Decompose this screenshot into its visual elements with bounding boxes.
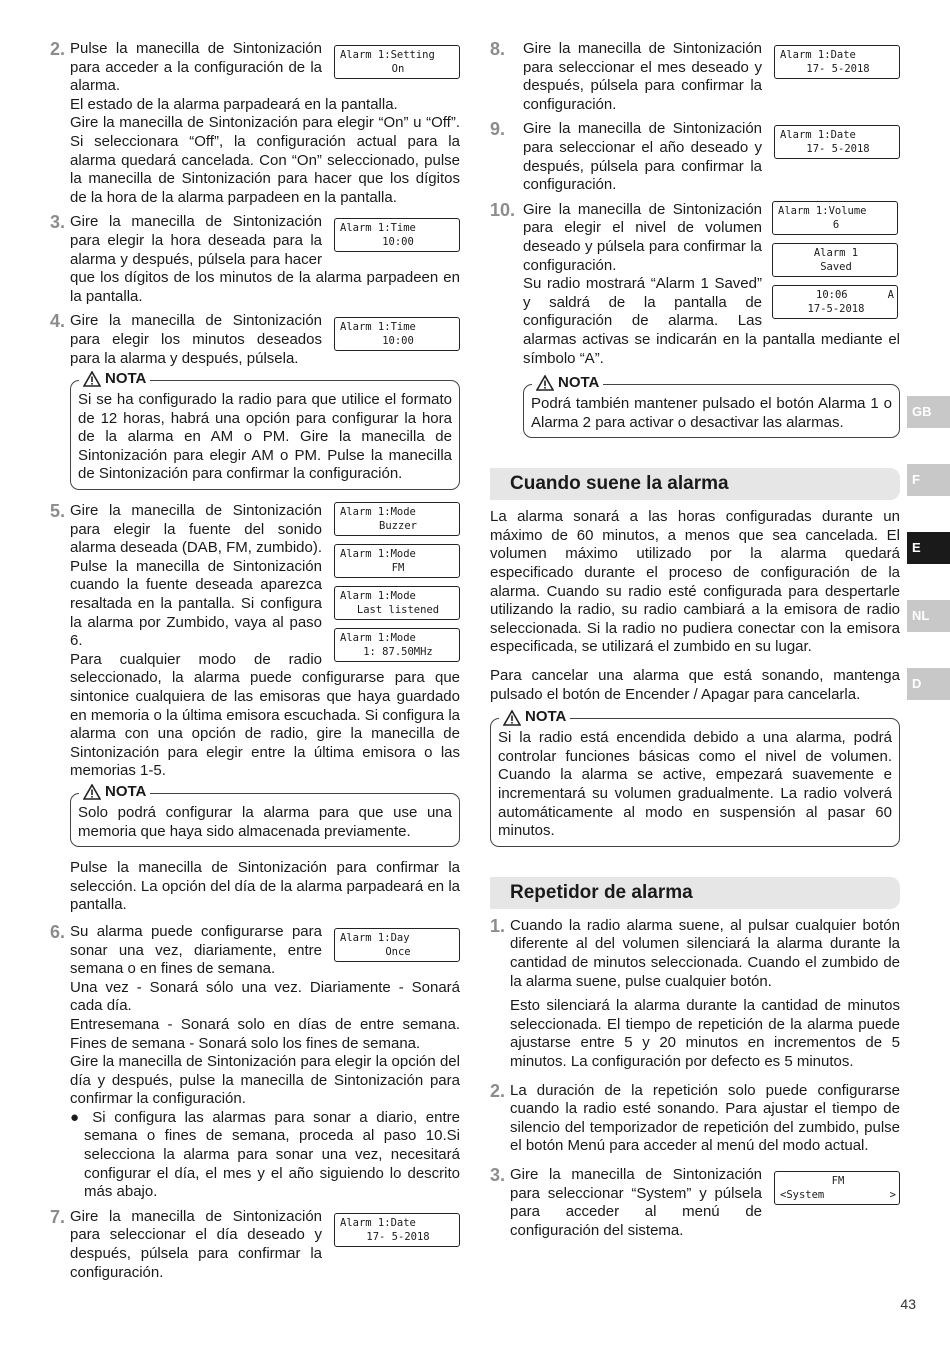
step-number: 4. (50, 311, 66, 332)
step-2 (490, 1082, 900, 1156)
step-text: Gire la manecilla de Sintonización para elegir “On” u “Off”. Si seleccionara “Off”, la configuración actual para la alarma quedará cancelada. Con “On” seleccionado, pulse la manecilla de Sintonización para hacer que los dígitos de la hora de la alarma parpadeen en la pantalla. (70, 114, 460, 206)
bullet-item: ● Si configura las alarmas para sonar a diario, entre semana o fines de semana, proceda al paso 10.Si selecciona la alarma para sonar una vez, necesitará configurar el día, el mes y el año siguiendo lo descrito más abajo. (70, 1108, 460, 1201)
step-1 (490, 917, 900, 1072)
step-text: Gire la manecilla de Sintonización para seleccionar el año deseado y después, púlsela para confirmar la configuración. (523, 120, 762, 194)
lcd-display: Alarm 1:Date 17- 5-2018 (334, 1213, 460, 1247)
step-text: El estado de la alarma parpadeará en la pantalla. (70, 95, 398, 113)
step-text: Gire la manecilla de Sintonización para elegir el nivel de volumen deseado y púlsela para confirmar la configuración. (523, 200, 762, 274)
step-8 (490, 40, 900, 114)
step-text: Pulse la manecilla de Sintonización para acceder a la configuración de la alarma. (70, 40, 322, 95)
warning-icon (503, 710, 521, 726)
step-6 (50, 923, 460, 1202)
step-9 (490, 120, 900, 194)
language-tab-f: F (907, 464, 950, 496)
lcd-display: Alarm 1:Date 17- 5-2018 (774, 125, 900, 159)
note-heading: NOTA (105, 370, 147, 388)
step-number: 7. (50, 1206, 66, 1227)
warning-icon (83, 784, 101, 800)
paragraph: La alarma sonará a las horas configuradas durante un máximo de 60 minutos, a menos que sea cancelada. El volumen máximo utilizado por la alarma quedará especificado durante el proceso de configuración de la alarma. Cuando su radio esté configurada para despertarle utilizando la radio, su radio cambiará a la emisora de radio seleccionada. Si la radio no pudiera conectar con la emisora especificada, se utilizará el zumbido en su lugar. (490, 508, 900, 656)
step-text: Gire la manecilla de Sintonización para elegir la opción del día y después, pulse la manecilla de Sintonización para confirmar la configuración. (70, 1053, 460, 1108)
lcd-display: Alarm 1:Mode Buzzer (334, 502, 460, 536)
page-number: 43 (900, 1296, 916, 1312)
language-tab-gb: GB (907, 396, 950, 428)
section-heading: Repetidor de alarma (490, 877, 900, 909)
step-text: Para cualquier modo de radio seleccionado, la alarma puede configurarse para que sintonice cualquiera de las emisoras que haya guardado en memoria o la última emisora escuchada. Si configura la alarma con una opción de radio, gire la manecilla de Sintonización para elegir entre la última emisora o las memorias 1-5. (70, 650, 460, 780)
step-text: Gire la manecilla de Sintonización para elegir la hora deseada para la alarma y después, púlsela para hacer que los dígitos de los minutos de la alarma parpadeen en la pantalla. (70, 213, 460, 305)
note-box (70, 370, 460, 490)
step-2 (50, 40, 460, 207)
lcd-display: Alarm 1:Mode 1: 87.50MHz (334, 628, 460, 662)
language-tab-d: D (907, 668, 950, 700)
lcd-display: FM <System > (774, 1171, 900, 1205)
warning-icon (83, 371, 101, 387)
step-3 (490, 1166, 900, 1240)
step-text: Entresemana - Sonará solo en días de entre semana. Fines de semana - Sonará solo los fines de semana. (70, 1015, 460, 1052)
step-text: Cuando la radio alarma suene, al pulsar cualquier botón diferente al del volumen silenciará la alarma durante la cantidad de minutos seleccionada. Cuando el zumbido de la alarma suene, pulse cualquier botón. (510, 916, 900, 990)
lcd-display: Alarm 1:Time 10:00 (334, 218, 460, 252)
step-text: Gire la manecilla de Sintonización para elegir los minutos deseados para la alarma y después, púlsela. (70, 312, 322, 367)
language-tab-nl: NL (907, 600, 950, 632)
right-column (490, 40, 900, 1246)
step-text: Pulse la manecilla de Sintonización para confirmar la selección. La opción del día de la alarma parpadeará en la pantalla. (70, 859, 460, 914)
step-text: Una vez - Sonará sólo una vez. Diariamente - Sonará cada día. (70, 978, 460, 1015)
step-number: 3. (490, 1164, 506, 1185)
step-number: 3. (50, 212, 66, 233)
step-5 (50, 502, 460, 781)
lcd-display: Alarm 1:Date 17- 5-2018 (774, 45, 900, 79)
note-heading: NOTA (558, 374, 600, 392)
step-number: 2. (50, 39, 66, 59)
note-heading: NOTA (525, 708, 567, 726)
step-3 (50, 213, 460, 306)
step-text: Su alarma puede configurarse para sonar una vez, diariamente, entre semana o en fines de semana. (70, 922, 322, 978)
note-text: Solo podrá configurar la alarma para que use una memoria que haya sido almacenada previamente. (78, 803, 452, 840)
step-number: 9. (490, 119, 506, 140)
step-number: 5. (50, 501, 66, 522)
warning-icon (536, 375, 554, 391)
lcd-display: Alarm 1:Mode FM (334, 544, 460, 578)
section-heading: Cuando suene la alarma (490, 468, 900, 500)
note-box (490, 708, 900, 847)
step-number: 1. (490, 915, 506, 936)
lcd-display: Alarm 1 Saved (772, 243, 898, 277)
left-column (50, 40, 460, 1288)
step-text: Gire la manecilla de Sintonización para seleccionar el mes deseado y después, púlsela para confirmar la configuración. (523, 40, 762, 113)
lcd-display: Alarm 1:Time 10:00 (334, 317, 460, 351)
lcd-display: Alarm 1:Mode Last listened (334, 586, 460, 620)
note-text: Si la radio está encendida debido a una alarma, podrá controlar funciones básicas como el nivel de volumen. Cuando la alarma se active, empezará suavemente e incrementará su volumen gradualmente. La radio volverá automáticamente al modo en suspensión al pasar 60 minutos. (498, 729, 892, 840)
step-10 (490, 201, 900, 368)
step-text: Su radio mostrará “Alarm 1 Saved” y saldrá de la pantalla de configuración de alarma. Las alarmas activas se indicarán en la pantalla mediante el símbolo “A”. (523, 275, 900, 367)
note-text: Podrá también mantener pulsado el botón Alarma 1 o Alarma 2 para activar o desactivar las alarmas. (531, 395, 892, 431)
note-box (523, 374, 900, 438)
step-4 (50, 312, 460, 368)
step-text: Gire la manecilla de Sintonización para seleccionar “System” y púlsela para acceder al menú de configuración del sistema. (510, 1165, 762, 1239)
note-box (70, 782, 460, 847)
step-number: 8. (490, 39, 506, 59)
note-heading: NOTA (105, 782, 147, 800)
step-text: La duración de la repetición solo puede configurarse cuando la radio esté sonando. Para ajustar el tiempo de silencio del temporizador de repetición del zumbido, pulse el botón Menú para acceder al menú del modo actual. (510, 1081, 900, 1155)
step-number: 10. (490, 199, 516, 220)
lcd-display: Alarm 1:Day Once (334, 928, 460, 962)
lcd-display: Alarm 1:Volume 6 (772, 201, 898, 235)
step-text: Esto silenciará la alarma durante la cantidad de minutos seleccionada. El tiempo de repetición de la alarma puede ajustarse entre 5 y 20 minutos en incrementos de 5 minutos. La configuración por defecto es 5 minutos. (510, 997, 900, 1070)
step-number: 6. (50, 921, 66, 942)
lcd-display: Alarm 1:Setting On (334, 45, 460, 79)
language-tab-e: E (907, 532, 950, 564)
step-7 (50, 1208, 460, 1282)
step-text: Gire la manecilla de Sintonización para seleccionar el día deseado y después, púlsela para confirmar la configuración. (70, 1207, 322, 1281)
step-text: Gire la manecilla de Sintonización para elegir la fuente del sonido alarma deseada (DAB, FM, zumbido). Pulse la manecilla de Sintonización cuando la fuente deseada aparezca resaltada en la pantalla. Si configura la alarma por Zumbido, vaya al paso 6. (70, 502, 322, 650)
lcd-display: 10:06 A 17-5-2018 (772, 285, 898, 319)
step-number: 2. (490, 1080, 506, 1101)
paragraph: Para cancelar una alarma que está sonando, mantenga pulsado el botón de Encender / Apagar para cancelarla. (490, 667, 900, 703)
note-text: Si se ha configurado la radio para que utilice el formato de 12 horas, habrá una opción para configurar la hora de la alarma en AM o PM. Gire la manecilla de Sintonización para elegir AM o PM. Pulse la manecilla de Sintonización para confirmar la configuración. (78, 391, 452, 483)
